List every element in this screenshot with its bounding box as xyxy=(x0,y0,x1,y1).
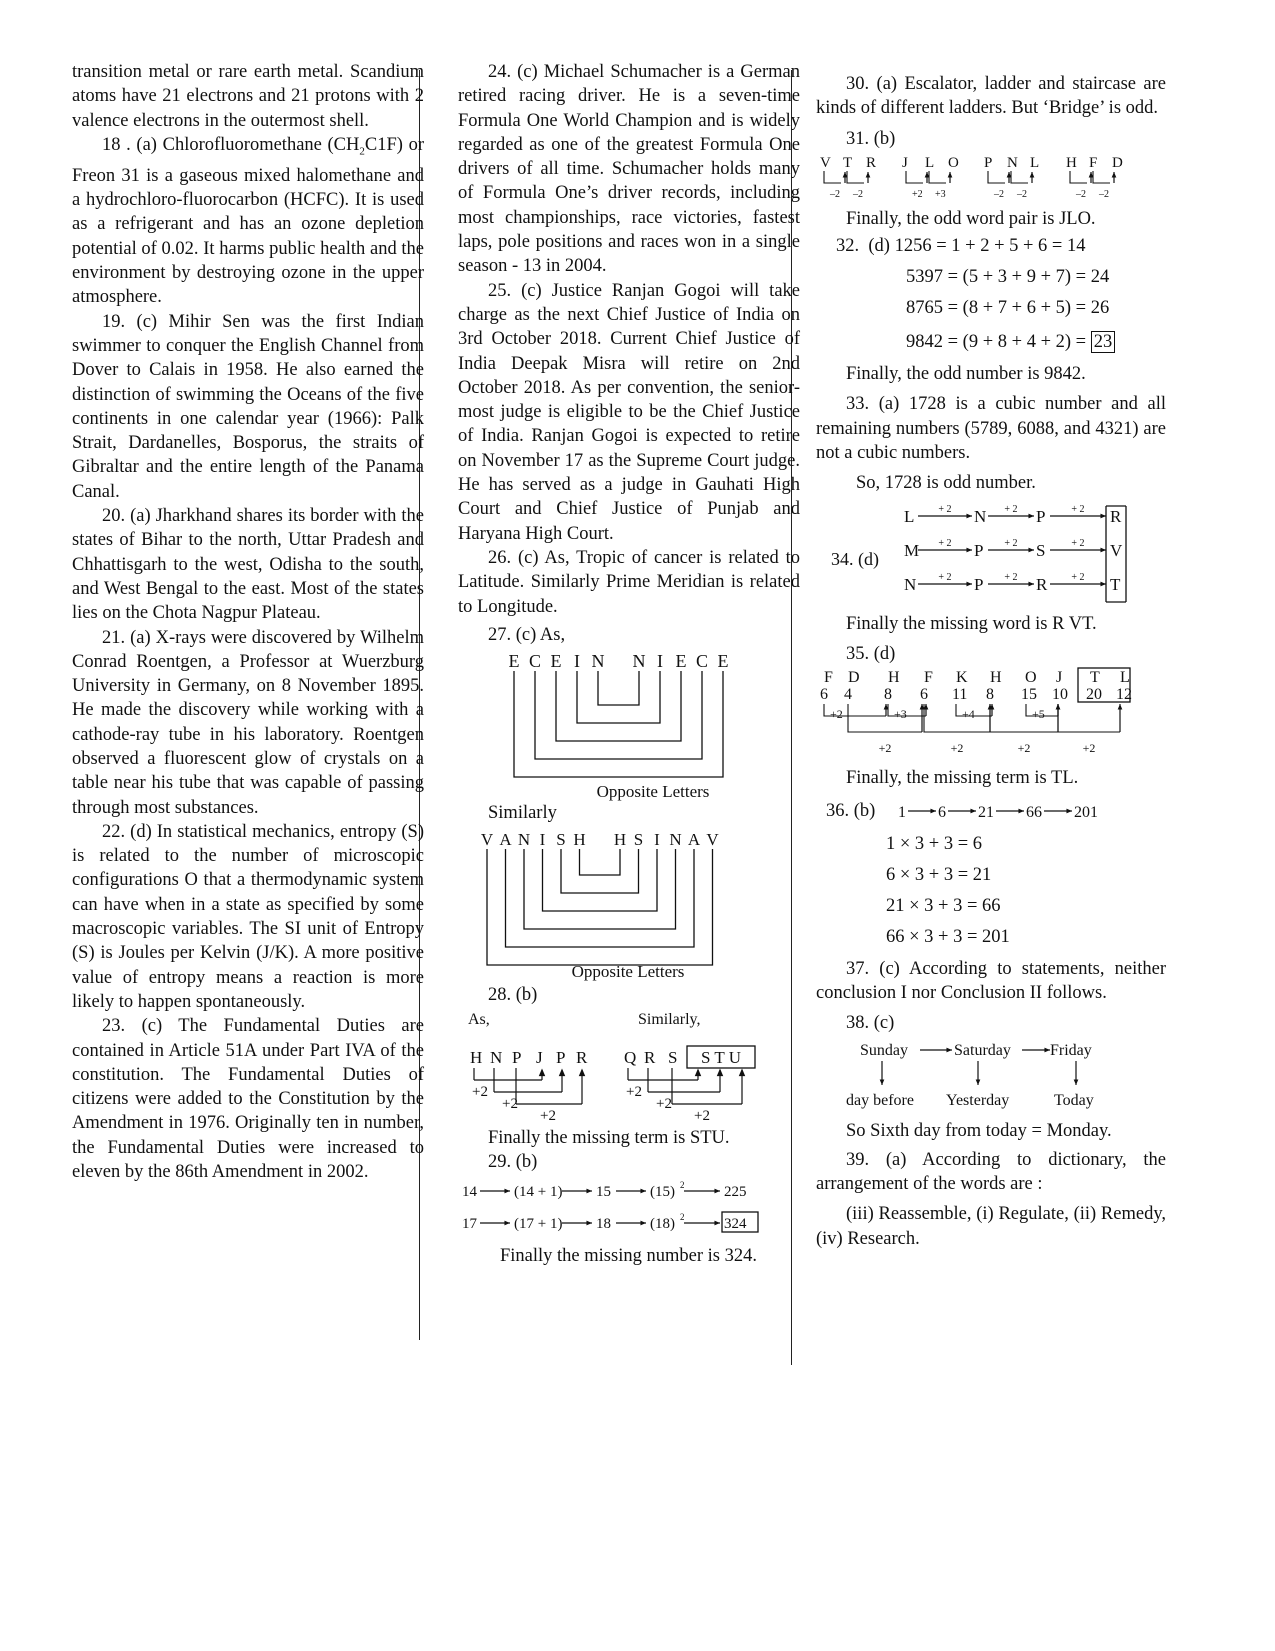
q28-similarly: Similarly, xyxy=(638,1010,701,1028)
q35-bottom-connector xyxy=(924,704,990,732)
q31-diff: +3 xyxy=(935,188,946,200)
q28-letter-series xyxy=(458,1008,800,1126)
q27-letter: N xyxy=(669,830,682,850)
q31-letter: T xyxy=(843,154,853,171)
q27-letter: N xyxy=(632,651,646,672)
q35-number: 12 xyxy=(1116,686,1132,704)
q36-line1: 1 × 3 + 3 = 6 xyxy=(886,833,983,854)
q28-right-letter: Q xyxy=(624,1047,637,1067)
q28-final: Finally the missing term is STU. xyxy=(488,1127,730,1148)
answer-26: 26. (c) As, Tropic of cancer is related to Latitude. Similarly Prime Meridian is related to Longitude. xyxy=(458,547,800,617)
q34-arrow-head xyxy=(1028,547,1034,552)
q31-connector xyxy=(906,171,923,183)
q27-letter: I xyxy=(539,830,546,850)
q34-letter: T xyxy=(1110,574,1121,594)
q27-letter: H xyxy=(613,830,627,850)
q31-arrow-head xyxy=(1030,172,1035,178)
q35-letter: D xyxy=(848,669,860,687)
q28-arrow-head xyxy=(560,1070,565,1076)
answer-30: 30. (a) Escalator, ladder and staircase are kinds of different ladders. But ‘Bridge’ is odd. xyxy=(816,74,1166,119)
q35-bottom-diff: +2 xyxy=(1082,741,1096,756)
q28-diff-label: +2 xyxy=(472,1083,488,1100)
q31-connector xyxy=(929,171,946,183)
q35-bottom-connector xyxy=(1058,704,1120,732)
q27-bracket xyxy=(561,849,639,893)
q27-nested-diagram-2 xyxy=(458,825,800,983)
answer-20: 20. (a) Jharkhand shares its border with the states of Bihar to the north, Uttar Pradesh and Chhattisgarh to the west, Odisha to the south, and West Bengal to the east. Most of the states lies on the Chota Nagpur Plateau. xyxy=(72,506,424,624)
q35-top-diff: +4 xyxy=(962,707,975,722)
q34-arrow-head xyxy=(1100,547,1106,552)
q34-letter: V xyxy=(1110,540,1123,560)
answer-24: 24. (c) Michael Schumacher is a German retired racing driver. He is a seven-time Formula One World Champion and is widely regarded as one of the greatest Formula One drivers of all time. Schumacher holds many of Formula One’s driver records, including most championships, race victories, fastest laps, pole positions and races won in a single season - 13 in 2004. xyxy=(458,62,800,277)
answer-18: 18 . (a) Chlorofluoromethane $(CH_2C1F)$ or Freon 31 is a gaseous mixed halomethane and a hydrochloro-fluorocarbon (HCFC). It is used as a refrigerant and has an ozone depletion potential of 0.02. It harms public health and the environment by destroying ozone in the upper atmosphere. xyxy=(72,134,424,308)
q34-letter-grid xyxy=(816,500,1166,608)
q27-bracket xyxy=(556,671,681,741)
q31-connector xyxy=(1011,171,1028,183)
q28-arrow-head xyxy=(740,1070,745,1076)
q34-letter: M xyxy=(904,540,920,560)
q28-arrow-head xyxy=(540,1070,545,1076)
q27-letter: E xyxy=(508,651,520,672)
q34-diff: + 2 xyxy=(938,571,952,583)
q34-arrow-head xyxy=(1100,581,1106,586)
q29-term: 15 xyxy=(596,1184,611,1201)
q34-diff: + 2 xyxy=(938,537,952,549)
q36-term: 6 xyxy=(938,803,946,821)
q35-letter: H xyxy=(888,669,900,687)
q38-day: Friday xyxy=(1050,1042,1092,1060)
q29-number-series xyxy=(458,1174,800,1244)
q38-label: day before xyxy=(846,1092,914,1110)
q27-bracket xyxy=(514,671,723,777)
q34-diff: + 2 xyxy=(1004,503,1018,515)
q31-letter: P xyxy=(984,154,993,171)
q27-bracket xyxy=(535,671,702,759)
q31-connector xyxy=(1093,171,1110,183)
q35-top-diff: +2 xyxy=(830,707,843,722)
answer-38: 38. (c) xyxy=(846,1013,895,1034)
q29-term: (18) xyxy=(650,1216,675,1233)
q35-final: Finally, the missing term is TL. xyxy=(846,768,1079,789)
q29-term: 324 xyxy=(724,1216,747,1233)
q31-arrow-head xyxy=(866,172,871,178)
q28-diff-label: +2 xyxy=(656,1095,672,1112)
column-1 xyxy=(72,60,424,1184)
q35-letter: J xyxy=(1056,669,1063,687)
q35-number: 10 xyxy=(1052,686,1068,704)
q31-letter: O xyxy=(948,154,959,171)
q35-number: 6 xyxy=(920,686,928,704)
q38-down-arrow-head xyxy=(880,1080,885,1086)
q38-label: Today xyxy=(1054,1092,1094,1110)
q35-bottom-diff: +2 xyxy=(1017,741,1031,756)
q34-letter: S xyxy=(1036,540,1046,560)
q35-number: 6 xyxy=(820,686,828,704)
q31-letter: H xyxy=(1066,154,1077,171)
q27-letter: I xyxy=(654,830,660,850)
q31-final: Finally, the odd word pair is JLO. xyxy=(846,208,1096,229)
q38-down-arrow-head xyxy=(1074,1080,1079,1086)
q31-letter: R xyxy=(866,154,877,171)
q28-as: As, xyxy=(468,1010,490,1028)
column-3 xyxy=(816,60,1166,1251)
q38-day: Saturday xyxy=(954,1042,1011,1060)
q27-letter: N xyxy=(517,830,531,850)
q35-bottom-connector xyxy=(990,704,1058,732)
q31-diff: –2 xyxy=(1099,188,1109,200)
q27-letter: S xyxy=(633,830,644,850)
q28-left-letter: H xyxy=(470,1047,483,1067)
q29-arrow-head xyxy=(640,1221,646,1226)
q35-top-diff: +5 xyxy=(1032,707,1045,722)
q32-line4: 9842 = (9 + 8 + 4 + 2) = 23 xyxy=(816,327,1166,358)
paragraph-17-cont: transition metal or rare earth metal. Scandium atoms have 21 electrons and 21 protons with 2 valence electrons in the outermost shell. xyxy=(72,62,424,131)
q36-arrow-head xyxy=(930,808,936,813)
q29-term: 17 xyxy=(462,1216,477,1233)
q29-arrow-head xyxy=(586,1189,592,1194)
answer-36 xyxy=(816,799,1166,823)
q35-letter: F xyxy=(824,669,833,687)
q36-arrow-head xyxy=(970,808,976,813)
q35-number: 4 xyxy=(844,686,852,704)
q27-letter: A xyxy=(687,830,701,850)
q34-letter: R xyxy=(1036,574,1048,594)
q38-final: So Sixth day from today = Monday. xyxy=(846,1121,1112,1142)
q34-letter: R xyxy=(1110,506,1122,526)
q28-answer-box: S T U xyxy=(700,1047,742,1067)
q31-letter-pairs xyxy=(816,151,1166,207)
q35-letter: H xyxy=(990,669,1002,687)
q36-term: 66 xyxy=(1026,803,1042,821)
q29-final: Finally the missing number is 324. xyxy=(500,1246,757,1267)
q27-bracket xyxy=(506,849,695,947)
q36-term: 1 xyxy=(898,803,906,821)
q35-letter: L xyxy=(1120,669,1130,687)
q27-nested-diagram-1 xyxy=(458,647,800,805)
q32-line2: 5397 = (5 + 3 + 9 + 7) = 24 xyxy=(906,267,1110,288)
q31-arrow-head xyxy=(1112,172,1117,178)
q28-right-letter: R xyxy=(644,1047,656,1067)
q29-arrow-head xyxy=(504,1221,510,1226)
q29-term: 225 xyxy=(724,1184,747,1201)
q31-letter: D xyxy=(1112,154,1123,171)
q31-letter: N xyxy=(1007,154,1018,171)
q35-number: 15 xyxy=(1021,686,1037,704)
q32-line3: 8765 = (8 + 7 + 6 + 5) = 26 xyxy=(906,298,1110,319)
q29-superscript: 2 xyxy=(680,1180,685,1191)
q34-final: Finally the missing word is R VT. xyxy=(846,613,1097,634)
q36-line2: 6 × 3 + 3 = 21 xyxy=(886,864,992,885)
answer-21: 21. (a) X-rays were discovered by Wilhelm Conrad Roentgen, a Professor at Wuerzburg University in Germany, on 8 November 1895. He made the discovery while working with a cathode-ray tube in his laboratory. Roentgen observed a fluorescent glow of crystals on a table near his tube that was capable of passing through most substances. xyxy=(72,627,424,818)
q28-diff-label: +2 xyxy=(626,1083,642,1100)
q31-connector xyxy=(824,171,841,183)
q34-arrow-head xyxy=(966,581,972,586)
q29-term: 14 xyxy=(462,1184,477,1201)
q34-diff: + 2 xyxy=(938,503,952,515)
q35-number: 8 xyxy=(884,686,892,704)
q27-letter: C xyxy=(695,651,709,672)
q29-term: (17 + 1) xyxy=(514,1216,563,1233)
q35-letter: T xyxy=(1090,669,1100,687)
q35-letter: F xyxy=(924,669,933,687)
q35-bottom-arrow-head xyxy=(1118,704,1123,710)
q38-arrow-head xyxy=(946,1048,952,1053)
q27-letter: E xyxy=(550,651,562,672)
q31-letter: J xyxy=(902,154,908,171)
answer-19: 19. (c) Mihir Sen was the first Indian swimmer to conquer the English Channel from Dover to Calais in 1958. He also earned the distinction of swimming the Oceans of the five continents in one calendar year (1966): Palk Strait, Dardanelles, Bosporus, the straits of Gibraltar and the entire length of the Panama Canal. xyxy=(72,311,424,502)
q34-arrow-head xyxy=(966,547,972,552)
q31-letter: L xyxy=(925,154,935,171)
q34-diff: + 2 xyxy=(1071,537,1085,549)
q27-bracket xyxy=(598,671,639,705)
q36-line3: 21 × 3 + 3 = 66 xyxy=(886,895,1001,916)
q34-diff: + 2 xyxy=(1004,571,1018,583)
q36-term: 21 xyxy=(978,803,994,821)
q27-caption-1: Opposite Letters xyxy=(596,782,710,802)
q27-letter: N xyxy=(591,651,605,672)
q27-bracket xyxy=(580,849,621,875)
q29-arrow-head xyxy=(714,1189,720,1194)
answer-29: 29. (b) xyxy=(488,1152,538,1173)
q27-bracket xyxy=(577,671,660,723)
answer-31: 31. (b) xyxy=(846,128,896,149)
answer-25: 25. (c) Justice Ranjan Gogoi will take charge as the next Chief Justice of India on 3rd October 2018. Current Chief Justice of India Deepak Misra will retire on 2nd October 2018. As per convention, the senior-most judge is eligible to be the Chief Justice of India. Ranjan Gogoi is expected to retire on November 17 as the Supreme Court judge. He has served as a judge in Gauhati High Court and Chief Justice of Punjab and Haryana High Court. xyxy=(458,280,800,544)
q33-so: So, 1728 is odd number. xyxy=(856,473,1036,494)
q28-left-letter: J xyxy=(536,1047,543,1067)
q31-diff: –2 xyxy=(994,188,1004,200)
q35-bottom-diff: +2 xyxy=(950,741,964,756)
q28-left-letter: P xyxy=(556,1047,566,1067)
answer-28: 28. (b) xyxy=(488,985,538,1006)
q28-left-letter: R xyxy=(576,1047,588,1067)
q35-letter-number-series xyxy=(816,666,1166,766)
q34-arrow-head xyxy=(1100,513,1106,518)
q36-line4: 66 × 3 + 3 = 201 xyxy=(886,926,1010,947)
q31-letter: V xyxy=(820,154,831,171)
q29-arrow-head xyxy=(640,1189,646,1194)
q36-sequence xyxy=(896,797,1146,825)
q39-answer: (iii) Reassemble, (i) Regulate, (ii) Remedy, (iv) Research. xyxy=(816,1204,1166,1249)
q28-right-letter: S xyxy=(668,1047,678,1067)
q31-letter: F xyxy=(1089,154,1098,171)
q27-bracket xyxy=(524,849,676,929)
q35-top-diff: +3 xyxy=(894,707,907,722)
q27-letter: V xyxy=(706,830,719,850)
q31-connector xyxy=(847,171,864,183)
q31-diff: –2 xyxy=(853,188,863,200)
q29-arrow-head xyxy=(714,1221,720,1226)
answer-33: 33. (a) 1728 is a cubic number and all remaining numbers (5789, 6088, and 4321) are not a cubic numbers. xyxy=(816,394,1166,464)
q29-term: (15) xyxy=(650,1184,675,1201)
q35-number: 20 xyxy=(1086,686,1102,704)
q31-diff: +2 xyxy=(912,188,923,200)
q34-letter: P xyxy=(974,540,984,560)
q38-day: Sunday xyxy=(860,1042,908,1060)
q28-diff-label: +2 xyxy=(540,1107,556,1124)
q28-left-letter: P xyxy=(512,1047,522,1067)
q31-diff: –2 xyxy=(1017,188,1027,200)
q31-diff: –2 xyxy=(830,188,840,200)
q27-letter: A xyxy=(499,830,512,850)
q34-diff: + 2 xyxy=(1071,503,1085,515)
q34-letter: P xyxy=(974,574,984,594)
q38-day-diagram xyxy=(816,1035,1166,1115)
q27-letter: C xyxy=(528,651,542,672)
q28-arrow-head xyxy=(718,1070,723,1076)
q35-number: 11 xyxy=(952,686,968,704)
q31-connector xyxy=(988,171,1005,183)
q38-down-arrow-head xyxy=(976,1080,981,1086)
answer-32 xyxy=(816,231,1166,358)
q27-bracket xyxy=(543,849,658,911)
answer-22: 22. (d) In statistical mechanics, entropy (S) is related to the number of microscopic configurations O that a thermodynamic system can have when in a state as specified by some macroscopic variables. The SI unit of Entropy (S) is Joules per Kelvin (J/K). A more positive value of entropy means a reaction is more likely to happen spontaneously. xyxy=(72,821,424,1012)
q34-letter: L xyxy=(904,506,915,526)
q38-label: Yesterday xyxy=(946,1092,1010,1110)
q28-diff-label: +2 xyxy=(502,1095,518,1112)
q35-bottom-diff: +2 xyxy=(878,741,892,756)
q31-diff: –2 xyxy=(1076,188,1086,200)
q34-label: 34. (d) xyxy=(831,548,879,569)
q27-letter: H xyxy=(573,830,586,850)
q34-letter: P xyxy=(1036,506,1046,526)
answer-27: 27. (c) As, xyxy=(488,624,566,645)
q36-label: 36. (b) xyxy=(826,800,876,821)
answer-35: 35. (d) xyxy=(846,643,896,664)
q28-diff-label: +2 xyxy=(694,1107,710,1124)
q34-arrow-head xyxy=(1028,581,1034,586)
q28-arrow-head xyxy=(580,1070,585,1076)
column-2 xyxy=(458,60,800,1269)
q28-arrow-head xyxy=(696,1070,701,1076)
answer-39: 39. (a) According to dictionary, the arrangement of the words are : xyxy=(816,1149,1166,1195)
q27-letter: E xyxy=(675,651,687,672)
q34-diff: + 2 xyxy=(1071,571,1085,583)
q34-arrow-head xyxy=(966,513,972,518)
q32-line1: 32. (d) 1256 = 1 + 2 + 5 + 6 = 14 xyxy=(836,236,1086,257)
q31-connector xyxy=(1070,171,1087,183)
q27-letter: V xyxy=(480,830,494,850)
q36-term: 201 xyxy=(1074,803,1098,821)
q28-left-letter: N xyxy=(490,1047,503,1067)
q34-arrow-head xyxy=(1028,513,1034,518)
q35-letter: O xyxy=(1025,669,1037,687)
q27-letter: I xyxy=(657,651,663,672)
q27-letter: S xyxy=(556,830,566,850)
q34-letter: N xyxy=(974,506,987,526)
q27-letter: E xyxy=(717,651,729,672)
q27-caption-2: Opposite Letters xyxy=(571,962,685,982)
q29-term: 18 xyxy=(596,1216,611,1233)
q36-arrow-head xyxy=(1066,808,1072,813)
q29-superscript: 2 xyxy=(680,1212,685,1223)
q29-arrow-head xyxy=(504,1189,510,1194)
answer-23: 23. (c) The Fundamental Duties are contained in Article 51A under Part IVA of the constitution. The Fundamental Duties of citizens were added to the Constitution by the Amendment in 1976. Originally ten in number, the Fundamental Duties were increased to eleven by the 86th Amendment in 2002. xyxy=(72,1016,424,1183)
similarly-label: Similarly xyxy=(488,803,557,824)
q29-arrow-head xyxy=(586,1221,592,1226)
q34-letter: N xyxy=(904,574,917,594)
q36-arrow-head xyxy=(1018,808,1024,813)
answer-37: 37. (c) According to statements, neither conclusion I nor Conclusion II follows. xyxy=(816,958,1166,1003)
q27-letter: I xyxy=(574,651,580,672)
q31-letter: L xyxy=(1030,154,1040,171)
q35-number: 8 xyxy=(986,686,994,704)
q34-diff: + 2 xyxy=(1004,537,1018,549)
q29-term: (14 + 1) xyxy=(514,1184,563,1201)
q35-letter: K xyxy=(956,669,968,687)
q31-arrow-head xyxy=(948,172,953,178)
q32-final: Finally, the odd number is 9842. xyxy=(846,364,1086,385)
q32-boxed-value: 23 xyxy=(1091,331,1116,353)
